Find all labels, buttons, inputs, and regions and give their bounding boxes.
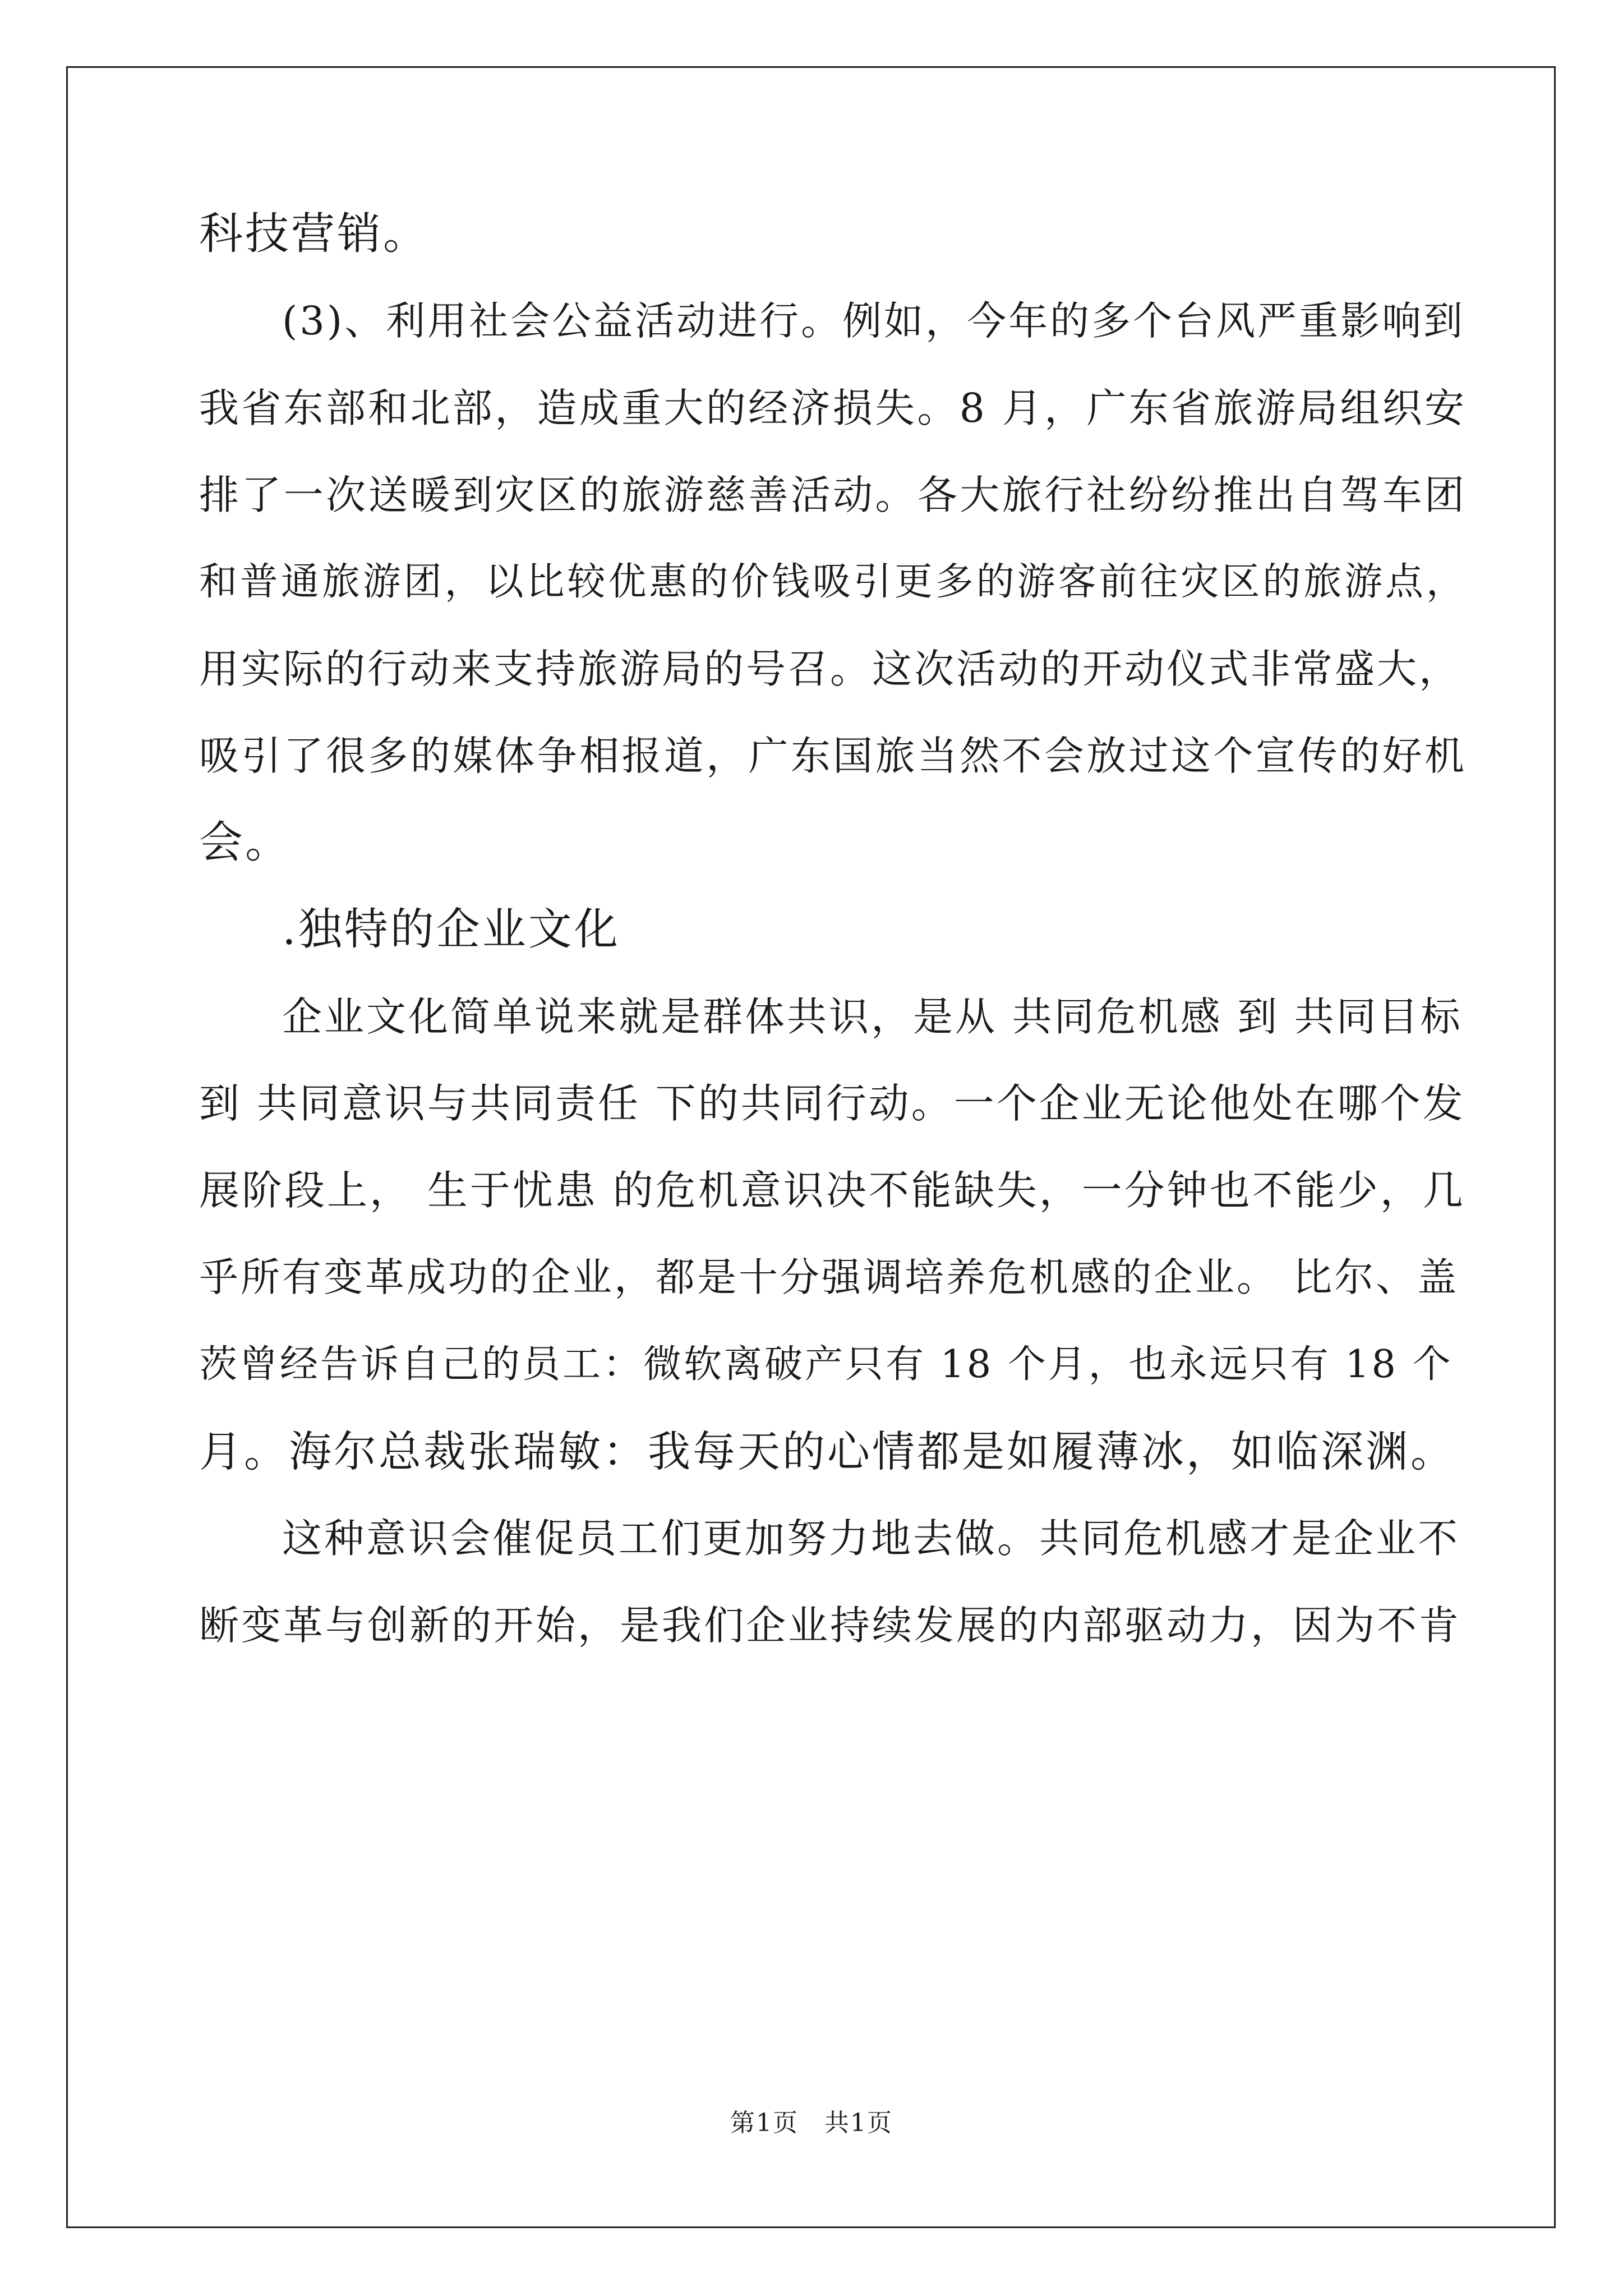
text-line: 我省东部和北部，造成重大的经济损失。8 月，广东省旅游局组织安	[199, 385, 1467, 431]
text-line: 茨曾经告诉自己的员工：微软离破产只有 18 个月，也永远只有 18 个	[199, 1342, 1453, 1387]
text-line: 断变革与创新的开始，是我们企业持续发展的内部驱动力，因为不肯	[199, 1602, 1461, 1649]
text-line: 排了一次送暖到灾区的旅游慈善活动。各大旅行社纷纷推出自驾车团	[199, 472, 1467, 518]
document-body	[199, 191, 1467, 1669]
text-line: 科技营销。	[199, 209, 430, 259]
text-line: 用实际的行动来支持旅游局的号召。这次活动的开动仪式非常盛大，	[199, 646, 1461, 692]
text-line: 乎所有变革成功的企业，都是十分强调培养危机感的企业。 比尔、盖	[199, 1254, 1459, 1300]
text-line: 月。海尔总裁张瑞敏：我每天的心情都是如履薄冰，如临深渊。	[199, 1427, 1455, 1476]
text-line: (3)、利用社会公益活动进行。例如，今年的多个台风严重影响到	[282, 298, 1465, 344]
section-heading: .独特的企业文化	[282, 904, 620, 955]
text-line: 会。	[199, 817, 292, 868]
text-line: 和普通旅游团，以比较优惠的价钱吸引更多的游客前往灾区的旅游点，	[199, 560, 1467, 604]
text-line: 这种意识会催促员工们更加努力地去做。共同危机感才是企业不	[282, 1515, 1460, 1562]
text-line: 吸引了很多的媒体争相报道，广东国旅当然不会放过这个宣传的好机	[199, 733, 1467, 779]
text-line: 展阶段上， 生于忧患 的危机意识决不能缺失，一分钟也不能少，几	[199, 1167, 1465, 1214]
page-footer: 第1页 共1页	[730, 2109, 893, 2137]
text-line: 企业文化简单说来就是群体共识，是从 共同危机感 到 共同目标	[282, 993, 1463, 1040]
text-line: 到 共同意识与共同责任 下的共同行动。一个企业无论他处在哪个发	[199, 1080, 1465, 1127]
